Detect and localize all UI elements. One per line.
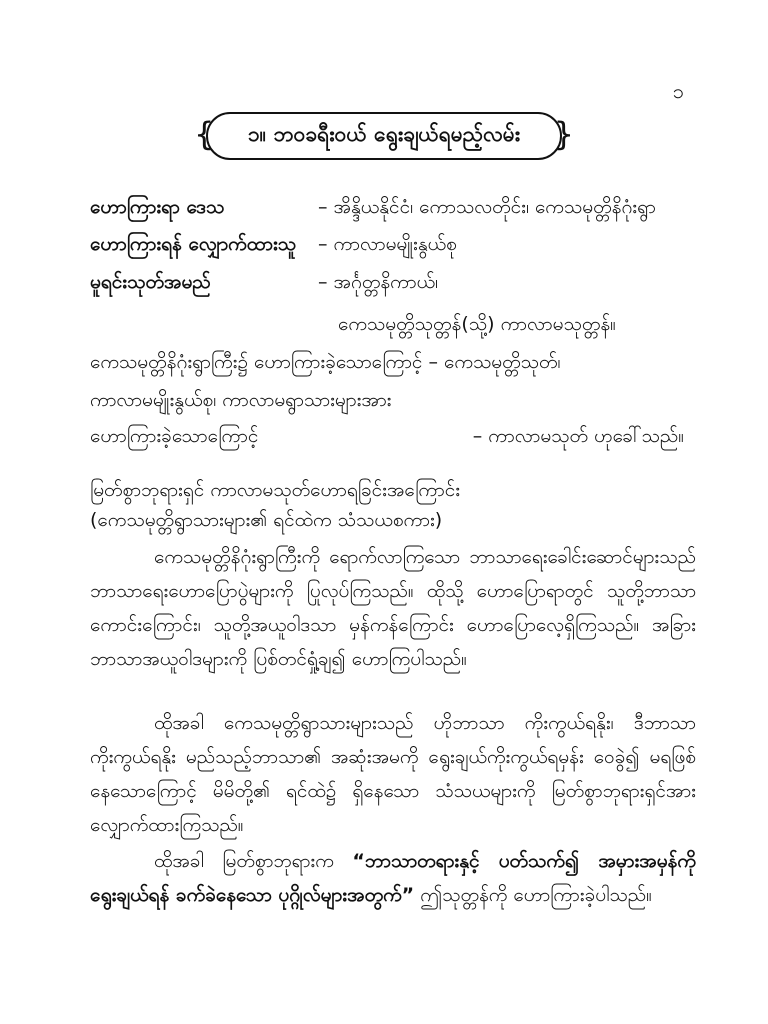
meta-value: – အင်္ဂုတ္တနိကာယ်၊ <box>318 271 439 293</box>
right-curl-ornament: } <box>553 115 574 153</box>
meta-label: ဟောကြားရာ ဒေသ <box>90 196 225 218</box>
intro-subheading: (ကေသမုတ္တိရွာသားများ၏ ရင်ထဲက သံသယစကား) <box>90 509 443 531</box>
paragraph-3 <box>90 844 696 912</box>
paragraph-3-emphasis: “ဘာသာတရားနှင့် ပတ်သက်၍ အမှားအမှန်ကို ရွေးချယ်ရန် ခက်ခဲနေသော ပုဂ္ဂိုလ်များအတွက်” <box>90 850 696 906</box>
chapter-title-banner <box>194 112 574 160</box>
paragraph-3-start: ထိုအခါ မြတ်စွာဘုရားက <box>154 850 334 872</box>
summary-line-3-left: ဟောကြားခဲ့သောကြောင့် <box>90 425 259 447</box>
paragraph-1: ကေသမုတ္တိနိဂုံးရွာကြီးကို ရောက်လာကြသော ဘာသာရေးခေါင်းဆောင်များသည် ဘာသာရေးဟောပြောပွဲများကို ပြုလုပ်ကြသည်။ ထိုသို့ ဟောပြောရာတွင် သူတို့ဘာသာကောင်းကြောင်း၊ သူတို့အယူဝါဒသာ မှန်ကန်ကြောင်း ဟောပြောလေ့ရှိကြသည်။ အခြားဘာသာအယူဝါဒများကို ပြစ်တင်ရှုံ့ချ၍ ဟောကြပါသည်။ <box>90 546 696 670</box>
meta-row-requester <box>90 232 700 262</box>
summary-line-3-right: – ကာလာမသုတ် ဟုခေါ်သည်။ <box>472 425 684 447</box>
meta-label: ဟောကြားရန် လျှောက်ထားသူ <box>90 233 297 255</box>
summary-line-2: ကာလာမမျိုးနွယ်စု၊ ကာလာမရွာသားများအား <box>90 389 392 411</box>
meta-value: – အိန္ဒိယနိုင်ငံ၊ ကောသလတိုင်း၊ ကေသမုတ္တိနိဂုံးရွာ <box>318 196 656 218</box>
intro-heading: မြတ်စွာဘုရားရှင် ကာလာမသုတ်ဟောရခြင်းအကြောင်း <box>90 479 461 501</box>
page-number: ၁ <box>672 79 684 103</box>
paragraph-2: ထိုအခါ ကေသမုတ္တိရွာသားများသည် ဟိုဘာသာ ကိုးကွယ်ရနိုး၊ ဒီဘာသာ ကိုးကွယ်ရနိုး မည်သည့်ဘာသာ၏ အဆုံးအမကို ရွေးချယ်ကိုးကွယ်ရမှန်း ဝေခွဲ၍ မရဖြစ်နေသောကြောင့် မိမိတို့၏ ရင်ထဲ၌ ရှိနေသော သံသယများကို မြတ်စွာဘုရားရှင်အား လျှောက်ထားကြသည်။ <box>90 712 696 836</box>
left-curl-ornament: { <box>194 115 215 153</box>
meta-continuation: ကေသမုတ္တိသုတ္တန်(သို့) ကာလာမသုတ္တန်။ <box>338 313 616 335</box>
meta-row-place <box>90 195 700 225</box>
summary-line-1: ကေသမုတ္တိနိဂုံးရွာကြီး၌ ဟောကြားခဲ့သောကြောင့် – ကေသမုတ္တိသုတ်၊ <box>90 351 561 373</box>
paragraph-3-end: ဤသုတ္တန်ကို ဟောကြားခဲ့ပါသည်။ <box>420 884 652 906</box>
meta-value: – ကာလာမမျိုးနွယ်စု <box>318 233 457 255</box>
meta-row-source <box>90 270 700 300</box>
meta-label: မူရင်းသုတ်အမည် <box>90 271 211 293</box>
chapter-title: ၁။ ဘဝခရီးဝယ် ရွေးချယ်ရမည့်လမ်း <box>247 121 521 146</box>
